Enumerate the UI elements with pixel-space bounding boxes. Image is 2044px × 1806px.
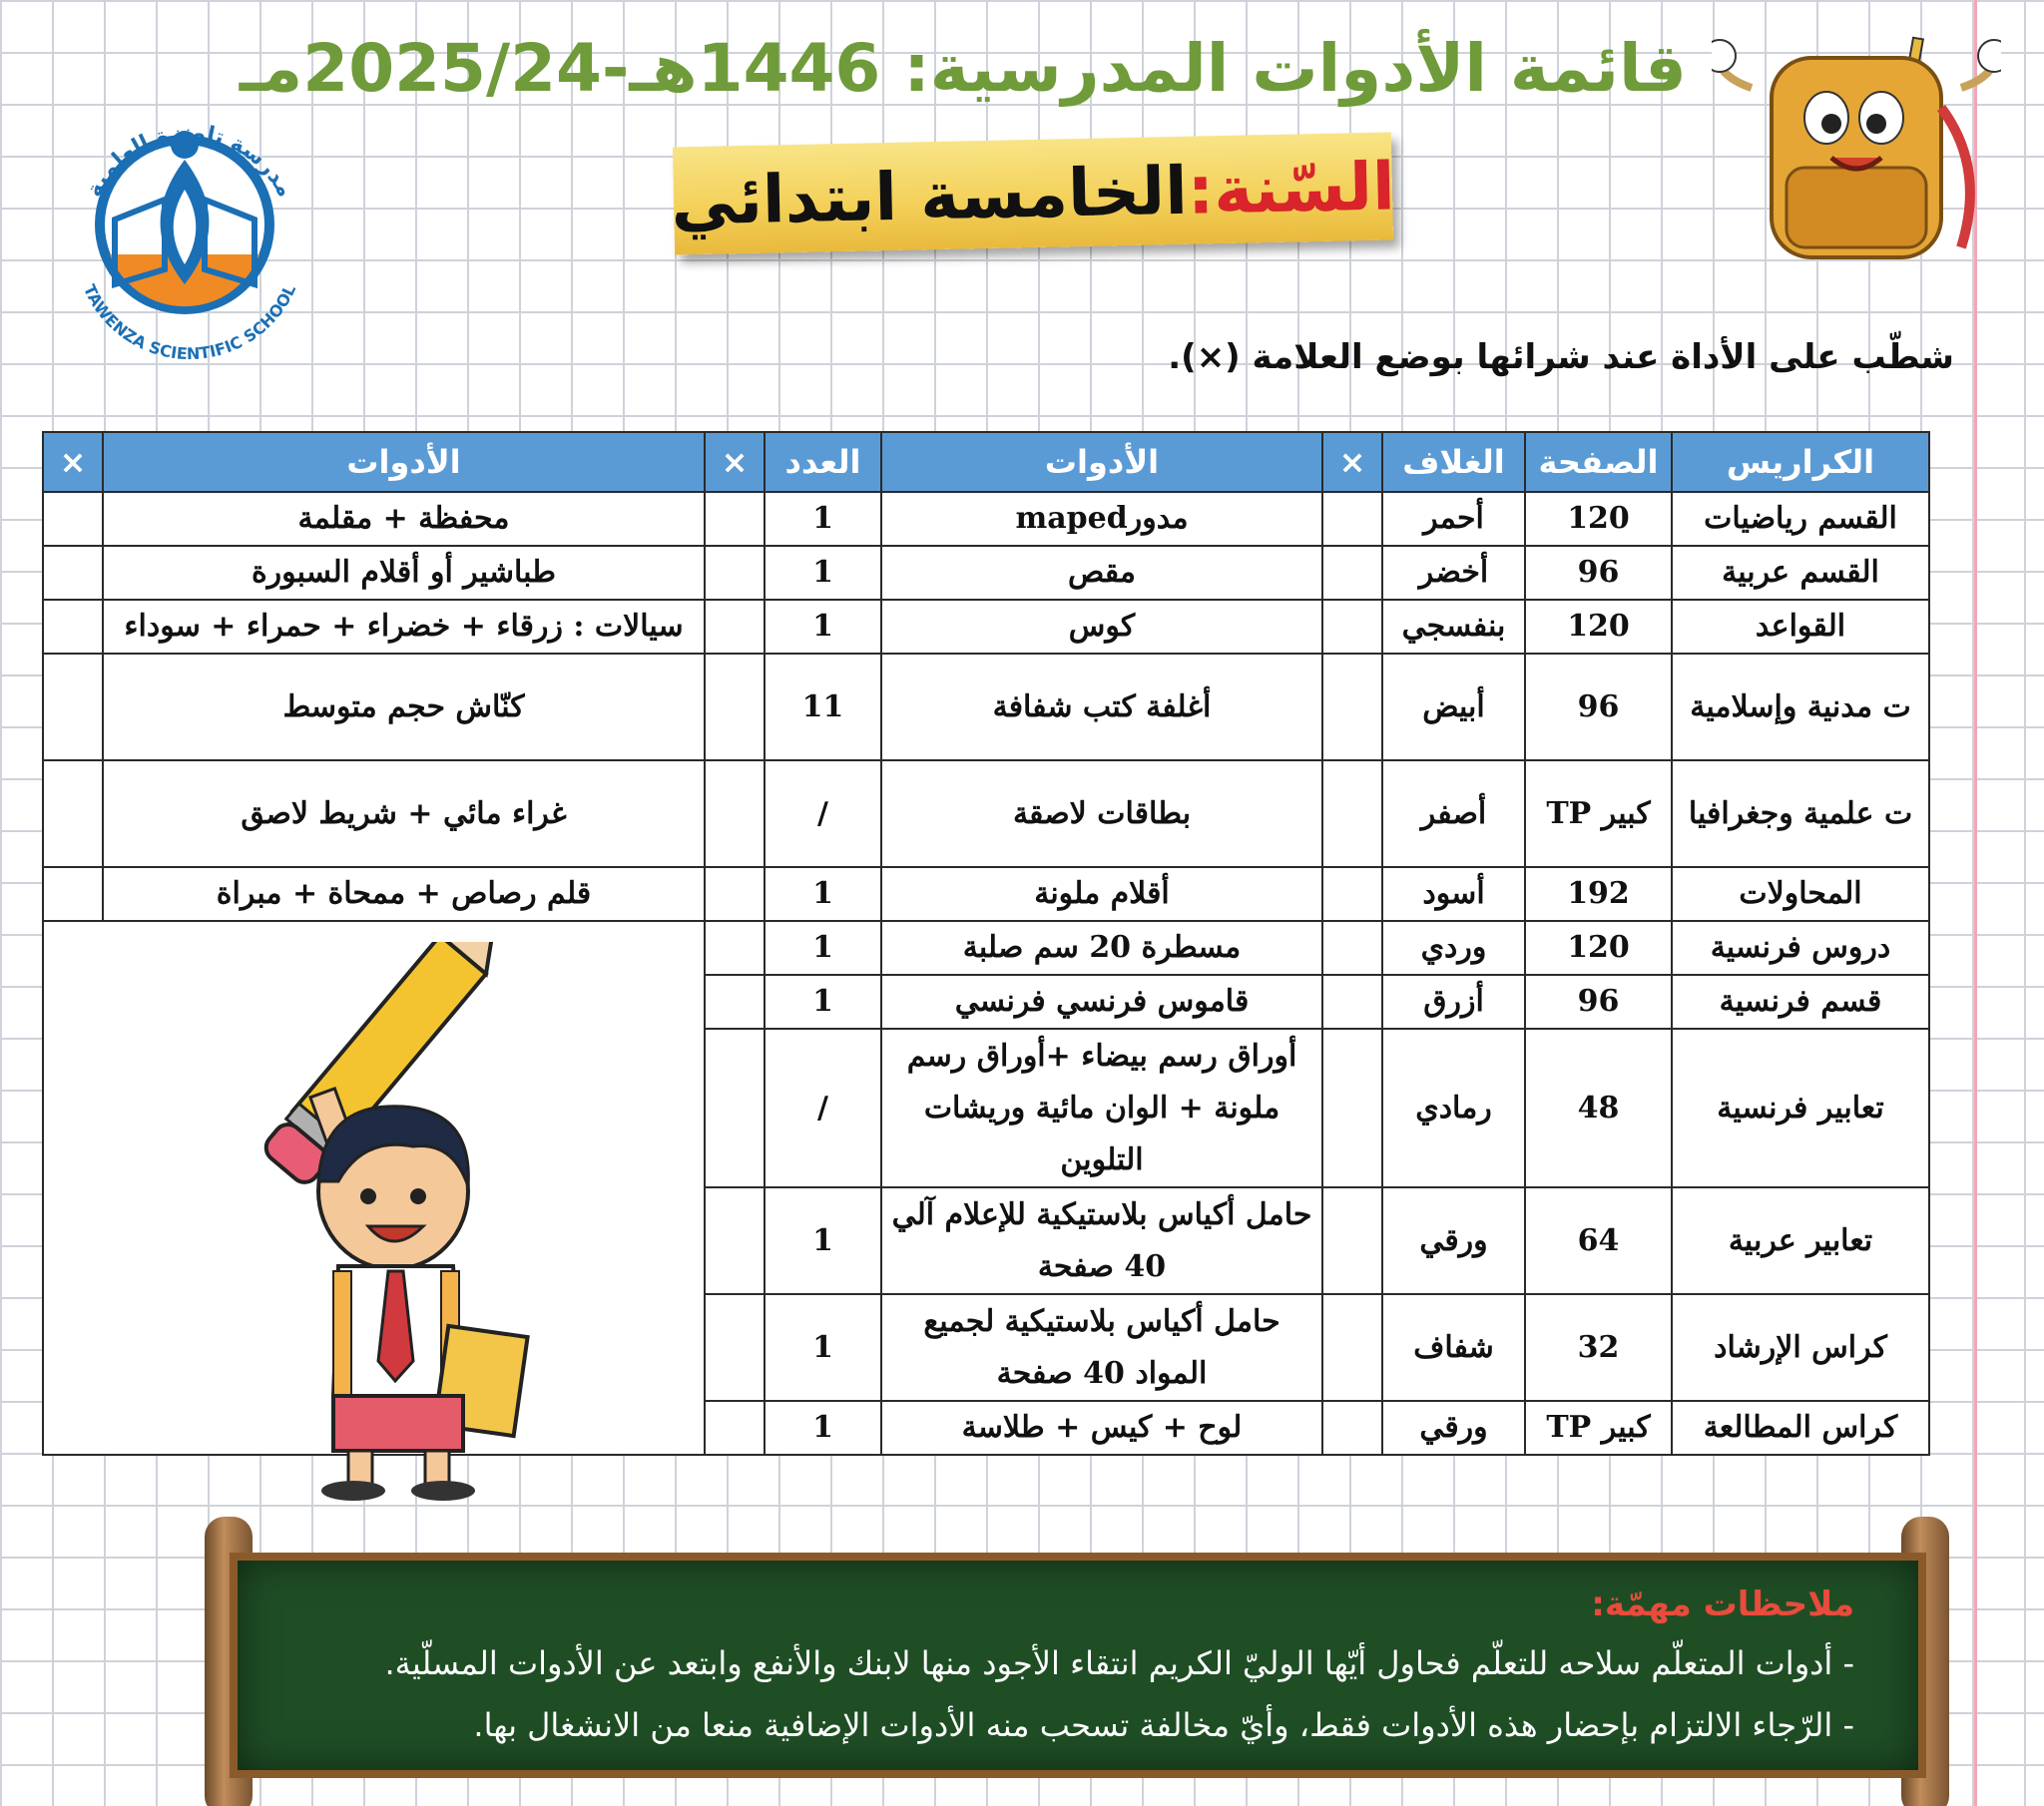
cell-cover: وردي	[1382, 921, 1525, 975]
cell-tool: كوس	[881, 600, 1322, 654]
check-cell[interactable]	[1322, 921, 1382, 975]
cell-cover: أصفر	[1382, 760, 1525, 867]
cell-tool: حامل أكياس بلاستيكية للإعلام آلي 40 صفحة	[881, 1187, 1322, 1294]
cell-pages: 32	[1525, 1294, 1672, 1401]
cell-count: 1	[765, 1187, 881, 1294]
grade-value: الخامسة ابتدائي	[670, 152, 1189, 240]
cell-notebook: ت مدنية وإسلامية	[1672, 654, 1929, 760]
header-check-tools: ×	[705, 432, 765, 492]
supplies-table	[42, 431, 1930, 1456]
check-cell[interactable]	[1322, 760, 1382, 867]
cell-count: 1	[765, 1294, 881, 1401]
cell-count: /	[765, 1029, 881, 1187]
cell-tool-extra: طباشير أو أقلام السبورة	[103, 546, 705, 600]
cell-cover: ورقي	[1382, 1401, 1525, 1455]
header-tools: الأدوات	[881, 432, 1322, 492]
cell-tool: لوح + كيس + طلاسة	[881, 1401, 1322, 1455]
cell-count: 1	[765, 975, 881, 1029]
check-cell[interactable]	[705, 1401, 765, 1455]
cell-tool: بطاقات لاصقة	[881, 760, 1322, 867]
cell-tool: حامل أكياس بلاستيكية لجميع المواد 40 صفحة	[881, 1294, 1322, 1401]
cell-tool: مقص	[881, 546, 1322, 600]
header-tools-extra: الأدوات	[103, 432, 705, 492]
note-item: - أدوات المتعلّم سلاحه للتعلّم فحاول أيّها الوليّ الكريم انتقاء الأجود منها لابنك والأنفع وابتعد عن الأدوات المسلّية.	[384, 1644, 1854, 1682]
cell-notebook: القواعد	[1672, 600, 1929, 654]
check-cell[interactable]	[1322, 600, 1382, 654]
table-row	[43, 867, 1929, 921]
school-logo-icon	[55, 70, 314, 369]
check-cell[interactable]	[705, 1187, 765, 1294]
cell-tool: مدورmaped	[881, 492, 1322, 546]
cell-count: 1	[765, 867, 881, 921]
check-cell[interactable]	[705, 760, 765, 867]
cell-notebook: ت علمية وجغرافيا	[1672, 760, 1929, 867]
cell-tool-extra: سيالات : زرقاء + خضراء + حمراء + سوداء	[103, 600, 705, 654]
check-cell[interactable]	[1322, 1401, 1382, 1455]
check-cell[interactable]	[705, 600, 765, 654]
cell-pages: 96	[1525, 546, 1672, 600]
check-cell[interactable]	[705, 1029, 765, 1187]
check-cell[interactable]	[1322, 975, 1382, 1029]
cell-count: 1	[765, 492, 881, 546]
check-cell[interactable]	[705, 867, 765, 921]
cell-cover: أحمر	[1382, 492, 1525, 546]
cell-pages: 64	[1525, 1187, 1672, 1294]
cell-notebook: قسم فرنسية	[1672, 975, 1929, 1029]
cell-tool-extra: كنّاش حجم متوسط	[103, 654, 705, 760]
table-row	[43, 921, 1929, 975]
cell-pages: 96	[1525, 975, 1672, 1029]
table-row	[43, 760, 1929, 867]
cell-count: 1	[765, 1401, 881, 1455]
cell-count: 11	[765, 654, 881, 760]
cell-tool-extra: محفظة + مقلمة	[103, 492, 705, 546]
cell-notebook: دروس فرنسية	[1672, 921, 1929, 975]
check-cell[interactable]	[1322, 867, 1382, 921]
cell-count: 1	[765, 921, 881, 975]
check-cell[interactable]	[705, 921, 765, 975]
cell-cover: أسود	[1382, 867, 1525, 921]
cell-cover: بنفسجي	[1382, 600, 1525, 654]
cell-notebook: القسم عربية	[1672, 546, 1929, 600]
cell-count: 1	[765, 600, 881, 654]
logo-arabic-name: مدرسة تاونزة العلمية	[81, 120, 298, 202]
cell-cover: شفاف	[1382, 1294, 1525, 1401]
header-count: العدد	[765, 432, 881, 492]
check-cell[interactable]	[1322, 1029, 1382, 1187]
page-title: قائمة الأدوات المدرسية: 1446هـ-2025/24مـ	[239, 30, 1687, 107]
cell-notebook: تعابير عربية	[1672, 1187, 1929, 1294]
cell-pages: 48	[1525, 1029, 1672, 1187]
cell-pages: كبير TP	[1525, 760, 1672, 867]
cell-tool-extra: غراء مائي + شريط لاصق	[103, 760, 705, 867]
cell-cover: أبيض	[1382, 654, 1525, 760]
cell-notebook: تعابير فرنسية	[1672, 1029, 1929, 1187]
cell-notebook: كراس الإرشاد	[1672, 1294, 1929, 1401]
cell-pages: كبير TP	[1525, 1401, 1672, 1455]
header-check-tools-extra: ×	[43, 432, 103, 492]
cell-tool: أوراق رسم بيضاء +أوراق رسم ملونة + الوان مائية وريشات التلوين	[881, 1029, 1322, 1187]
cell-tool: أغلفة كتب شفافة	[881, 654, 1322, 760]
cell-pages: 120	[1525, 492, 1672, 546]
check-cell[interactable]	[705, 546, 765, 600]
cell-cover: رمادي	[1382, 1029, 1525, 1187]
notes-title: ملاحظات مهمّة:	[1591, 1584, 1854, 1624]
cell-cover: أزرق	[1382, 975, 1525, 1029]
cell-tool: أقلام ملونة	[881, 867, 1322, 921]
table-header-row	[43, 432, 1929, 492]
check-cell[interactable]	[705, 1294, 765, 1401]
check-cell[interactable]	[43, 492, 103, 546]
cell-notebook: المحاولات	[1672, 867, 1929, 921]
check-cell[interactable]	[705, 492, 765, 546]
check-cell[interactable]	[1322, 492, 1382, 546]
header-pages: الصفحة	[1525, 432, 1672, 492]
cell-notebook: القسم رياضيات	[1672, 492, 1929, 546]
cell-cover: ورقي	[1382, 1187, 1525, 1294]
cell-count: 1	[765, 546, 881, 600]
cell-notebook: كراس المطالعة	[1672, 1401, 1929, 1455]
logo-latin-name: TAWENZA SCIENTIFIC SCHOOL	[79, 281, 300, 364]
check-cell[interactable]	[1322, 1294, 1382, 1401]
check-cell[interactable]	[43, 760, 103, 867]
check-cell[interactable]	[705, 654, 765, 760]
cell-cover: أخضر	[1382, 546, 1525, 600]
check-cell[interactable]	[43, 654, 103, 760]
grade-label: السّنة:	[1186, 147, 1396, 229]
check-cell[interactable]	[1322, 546, 1382, 600]
note-item: - الرّجاء الالتزام بإحضار هذه الأدوات فقط، وأيّ مخالفة تسحب منه الأدوات الإضافية منعا من الانشغال بها.	[473, 1706, 1854, 1744]
boy-illustration-cell	[43, 921, 705, 1455]
check-cell[interactable]	[43, 546, 103, 600]
cell-tool: قاموس فرنسي فرنسي	[881, 975, 1322, 1029]
table-row	[43, 492, 1929, 546]
cell-pages: 96	[1525, 654, 1672, 760]
check-cell[interactable]	[43, 867, 103, 921]
table-row	[43, 600, 1929, 654]
cell-tool-extra: قلم رصاص + ممحاة + مبراة	[103, 867, 705, 921]
check-cell[interactable]	[43, 600, 103, 654]
cell-count: /	[765, 760, 881, 867]
header-cover: الغلاف	[1382, 432, 1525, 492]
table-row	[43, 546, 1929, 600]
check-cell[interactable]	[705, 975, 765, 1029]
header-check-notebooks: ×	[1322, 432, 1382, 492]
cell-tool: مسطرة 20 سم صلبة	[881, 921, 1322, 975]
table-row	[43, 654, 1929, 760]
check-cell[interactable]	[1322, 654, 1382, 760]
cell-pages: 120	[1525, 921, 1672, 975]
cell-pages: 192	[1525, 867, 1672, 921]
notebook-margin-line	[1974, 0, 1977, 1806]
grade-banner	[670, 132, 1396, 254]
boy-with-pencil-illustration	[164, 942, 583, 1501]
backpack-illustration	[1712, 18, 2001, 267]
instruction-text: شطّب على الأداة عند شرائها بوضع العلامة (×).	[1168, 337, 1954, 377]
check-cell[interactable]	[1322, 1187, 1382, 1294]
header-notebooks: الكراريس	[1672, 432, 1929, 492]
cell-pages: 120	[1525, 600, 1672, 654]
